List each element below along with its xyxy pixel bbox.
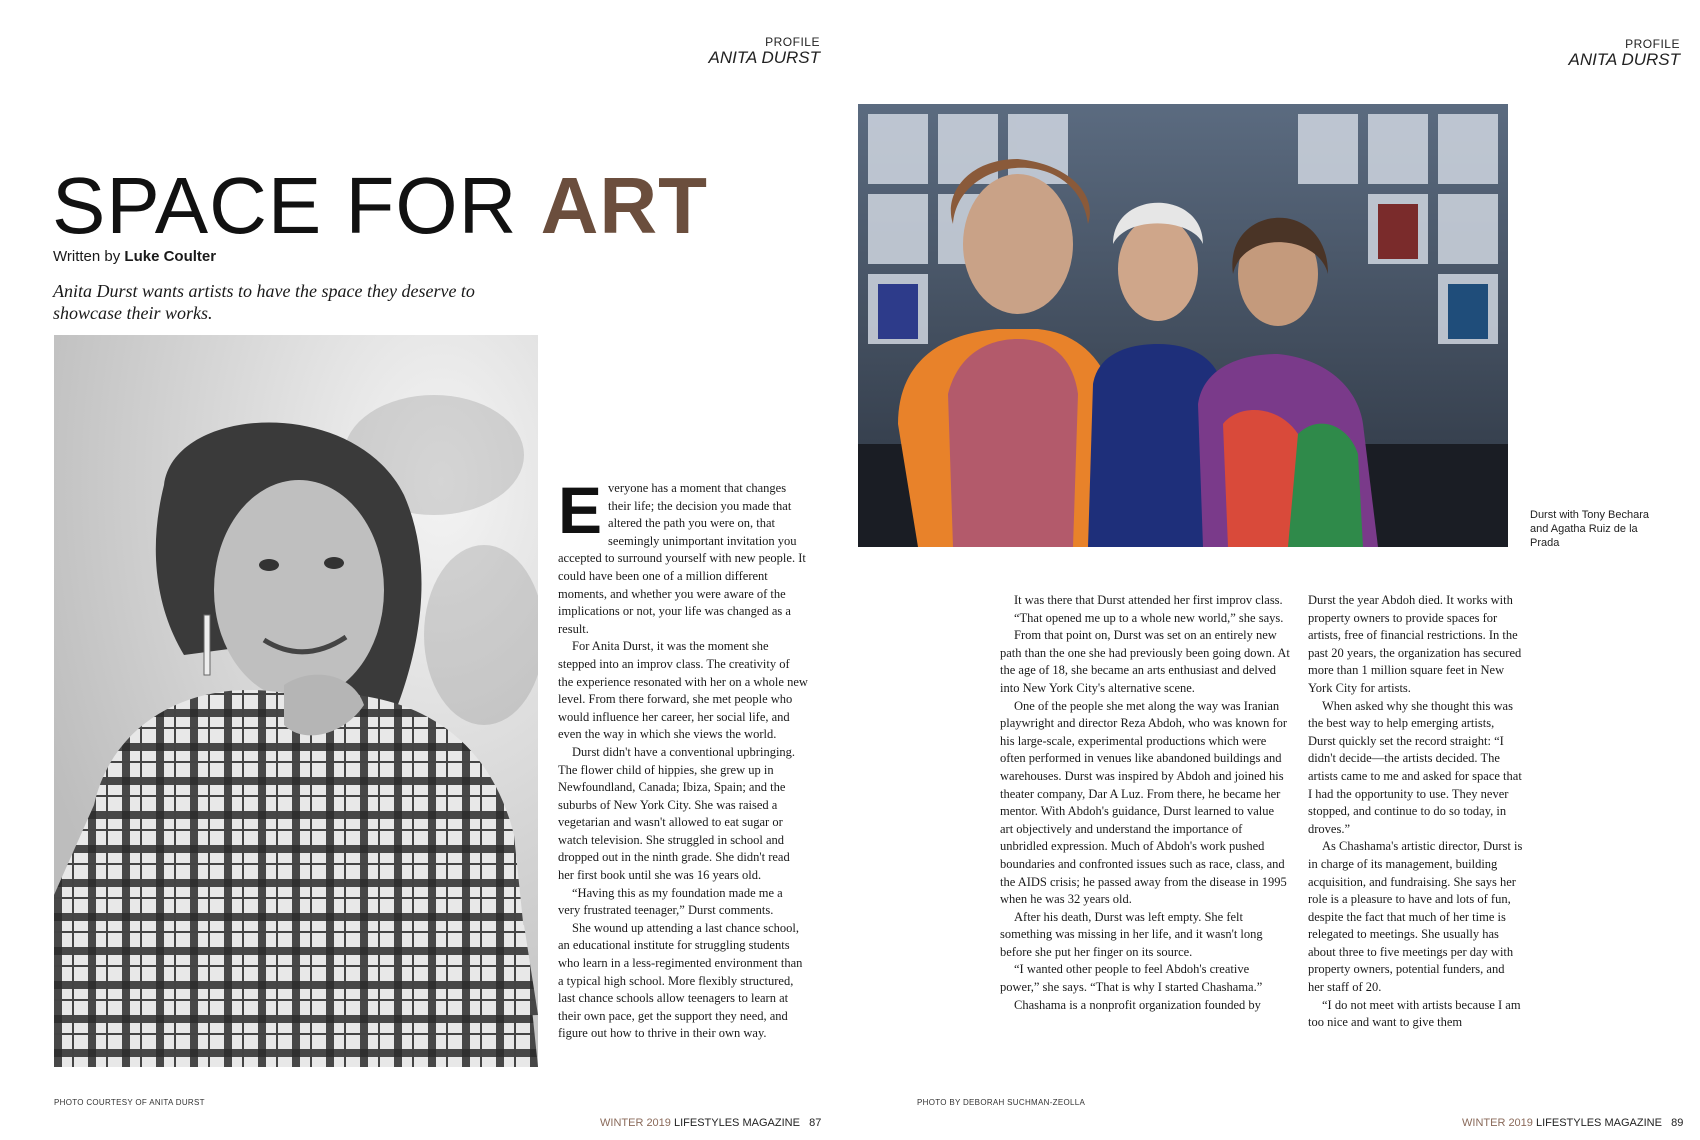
right-body-column-1	[1000, 592, 1290, 1014]
title-light: SPACE FOR	[52, 161, 518, 250]
title-accent: ART	[540, 161, 709, 250]
right-body-column-2	[1308, 592, 1523, 1032]
folio-magazine: LIFESTYLES MAGAZINE	[673, 1117, 800, 1129]
body-paragraph-5: She wound up attending a last chance school, an educational institute for struggling students who learn in a less-regimented environment than a typical high school. More flexibly structured, last chance schools allow teenagers to learn at their own pace, get the support they need, and figure out how to thrive in their own way.	[558, 920, 803, 1041]
group-illustration	[858, 104, 1508, 547]
col2-paragraph-1: Durst the year Abdoh died. It works with property owners to provide spaces for artists, free of financial restrictions. In the past 20 years, the organization has secured more than 1 million square feet in New York City for artists.	[1308, 593, 1522, 695]
folio-page-number: 89	[1671, 1117, 1684, 1129]
right-running-head	[1500, 38, 1680, 68]
left-folio	[600, 1117, 821, 1129]
col1-paragraph-6: “I wanted other people to feel Abdoh's creative power,” she says. “That is why I started Chashama.”	[1000, 962, 1263, 995]
article-dek: Anita Durst wants artists to have the space they deserve to showcase their works.	[53, 281, 475, 323]
running-head-name: ANITA DURST	[1568, 49, 1680, 69]
folio-page-number: 87	[809, 1117, 822, 1129]
right-folio	[1462, 1117, 1683, 1129]
col1-paragraph-2: “That opened me up to a whole new world,” she says.	[1014, 610, 1284, 625]
body-paragraph-1-text: veryone has a moment that changes their life; the decision you made that altered the path you were on, that seemingly unimportant invitation you accepted to surround yourself with new people. It could have been one of a million different moments, and whether you were aware of the implications or not, your life was changed as a result.	[558, 481, 806, 636]
running-head-section: PROFILE	[765, 35, 820, 49]
folio-season: WINTER 2019	[1462, 1117, 1533, 1129]
folio-magazine: LIFESTYLES MAGAZINE	[1535, 1117, 1662, 1129]
left-running-head	[640, 36, 820, 66]
col2-paragraph-3: As Chashama's artistic director, Durst is in charge of its management, building acquisition, and fundraising. She says her role is a pleasure to have and lots of fun, despite the fact that much of her time is relegated to meetings. She usually has about three to five meetings per day with property owners, potential funders, and her staff of 20.	[1308, 839, 1523, 995]
group-photo	[858, 104, 1508, 547]
col1-paragraph-4: One of the people she met along the way was Iranian playwright and director Reza Abdoh, who was known for his large-scale, experimental productions which were often performed in venues like abandoned buildings and warehouses. Durst was inspired by Abdoh and joined his theater company, Dar A Luz. From there, he became her mentor. With Abdoh's guidance, Durst learned to value art objectively and understand the importance of unbridled expression. Much of Abdoh's work pushed boundaries and confronted issues such as race, class, and the AIDS crisis; he passed away from the disease in 1995 when he was 32 years old.	[1000, 698, 1288, 907]
byline-prefix: Written by	[53, 248, 121, 265]
running-head-name: ANITA DURST	[708, 47, 820, 67]
folio-season: WINTER 2019	[600, 1117, 671, 1129]
body-paragraph-4: “Having this as my foundation made me a very frustrated teenager,” Durst comments.	[558, 885, 783, 918]
col1-paragraph-1: It was there that Durst attended her first improv class.	[1014, 593, 1283, 607]
col1-paragraph-3: From that point on, Durst was set on an entirely new path than the one she had previously been going down. At the age of 18, she became an arts enthusiast and delved into New York City's alternative scene.	[1000, 628, 1290, 695]
photo-caption: Durst with Tony Bechara and Agatha Ruiz de la Prada	[1530, 509, 1650, 549]
running-head-section: PROFILE	[1625, 37, 1680, 51]
col1-paragraph-5: After his death, Durst was left empty. She felt something was missing in her life, and it wasn't long before she put her finger on its source.	[1000, 909, 1263, 959]
left-photo-credit: PHOTO COURTESY OF ANITA DURST	[54, 1098, 205, 1107]
body-paragraph-1	[558, 473, 808, 638]
right-photo-credit: PHOTO BY DEBORAH SUCHMAN-ZEOLLA	[917, 1098, 1086, 1107]
col2-paragraph-2: When asked why she thought this was the best way to help emerging artists, Durst quickly set the record straight: “I didn't decide—the artists decided. The artists came to me and asked for space that I had the opportunity to use. They never stopped, and continue to do so today, in droves.”	[1308, 698, 1522, 836]
portrait-photo	[54, 335, 538, 1067]
body-paragraph-3: Durst didn't have a conventional upbringing. The flower child of hippies, she grew up in Newfoundland, Canada; Ibiza, Spain; and the suburbs of New York City. She was raised a vegetarian and wasn't allowed to eat sugar or watch television. She struggled in school and dropped out in the ninth grade. She didn't read her first book until she was 16 years old.	[558, 744, 796, 883]
byline-author: Luke Coulter	[124, 248, 217, 265]
col1-paragraph-7: Chashama is a nonprofit organization founded by	[1014, 997, 1261, 1012]
byline	[53, 248, 216, 265]
body-paragraph-2: For Anita Durst, it was the moment she stepped into an improv class. The creativity of the experience resonated with her on a whole new level. From there forward, she met people who would influence her career, her social life, and even the way in which she views the world.	[558, 639, 808, 742]
left-body-column	[558, 473, 808, 1043]
article-title	[52, 161, 709, 250]
col2-paragraph-4: “I do not meet with artists because I am too nice and want to give them	[1308, 997, 1521, 1030]
drop-cap: E	[558, 473, 603, 547]
portrait-illustration	[54, 335, 538, 1067]
